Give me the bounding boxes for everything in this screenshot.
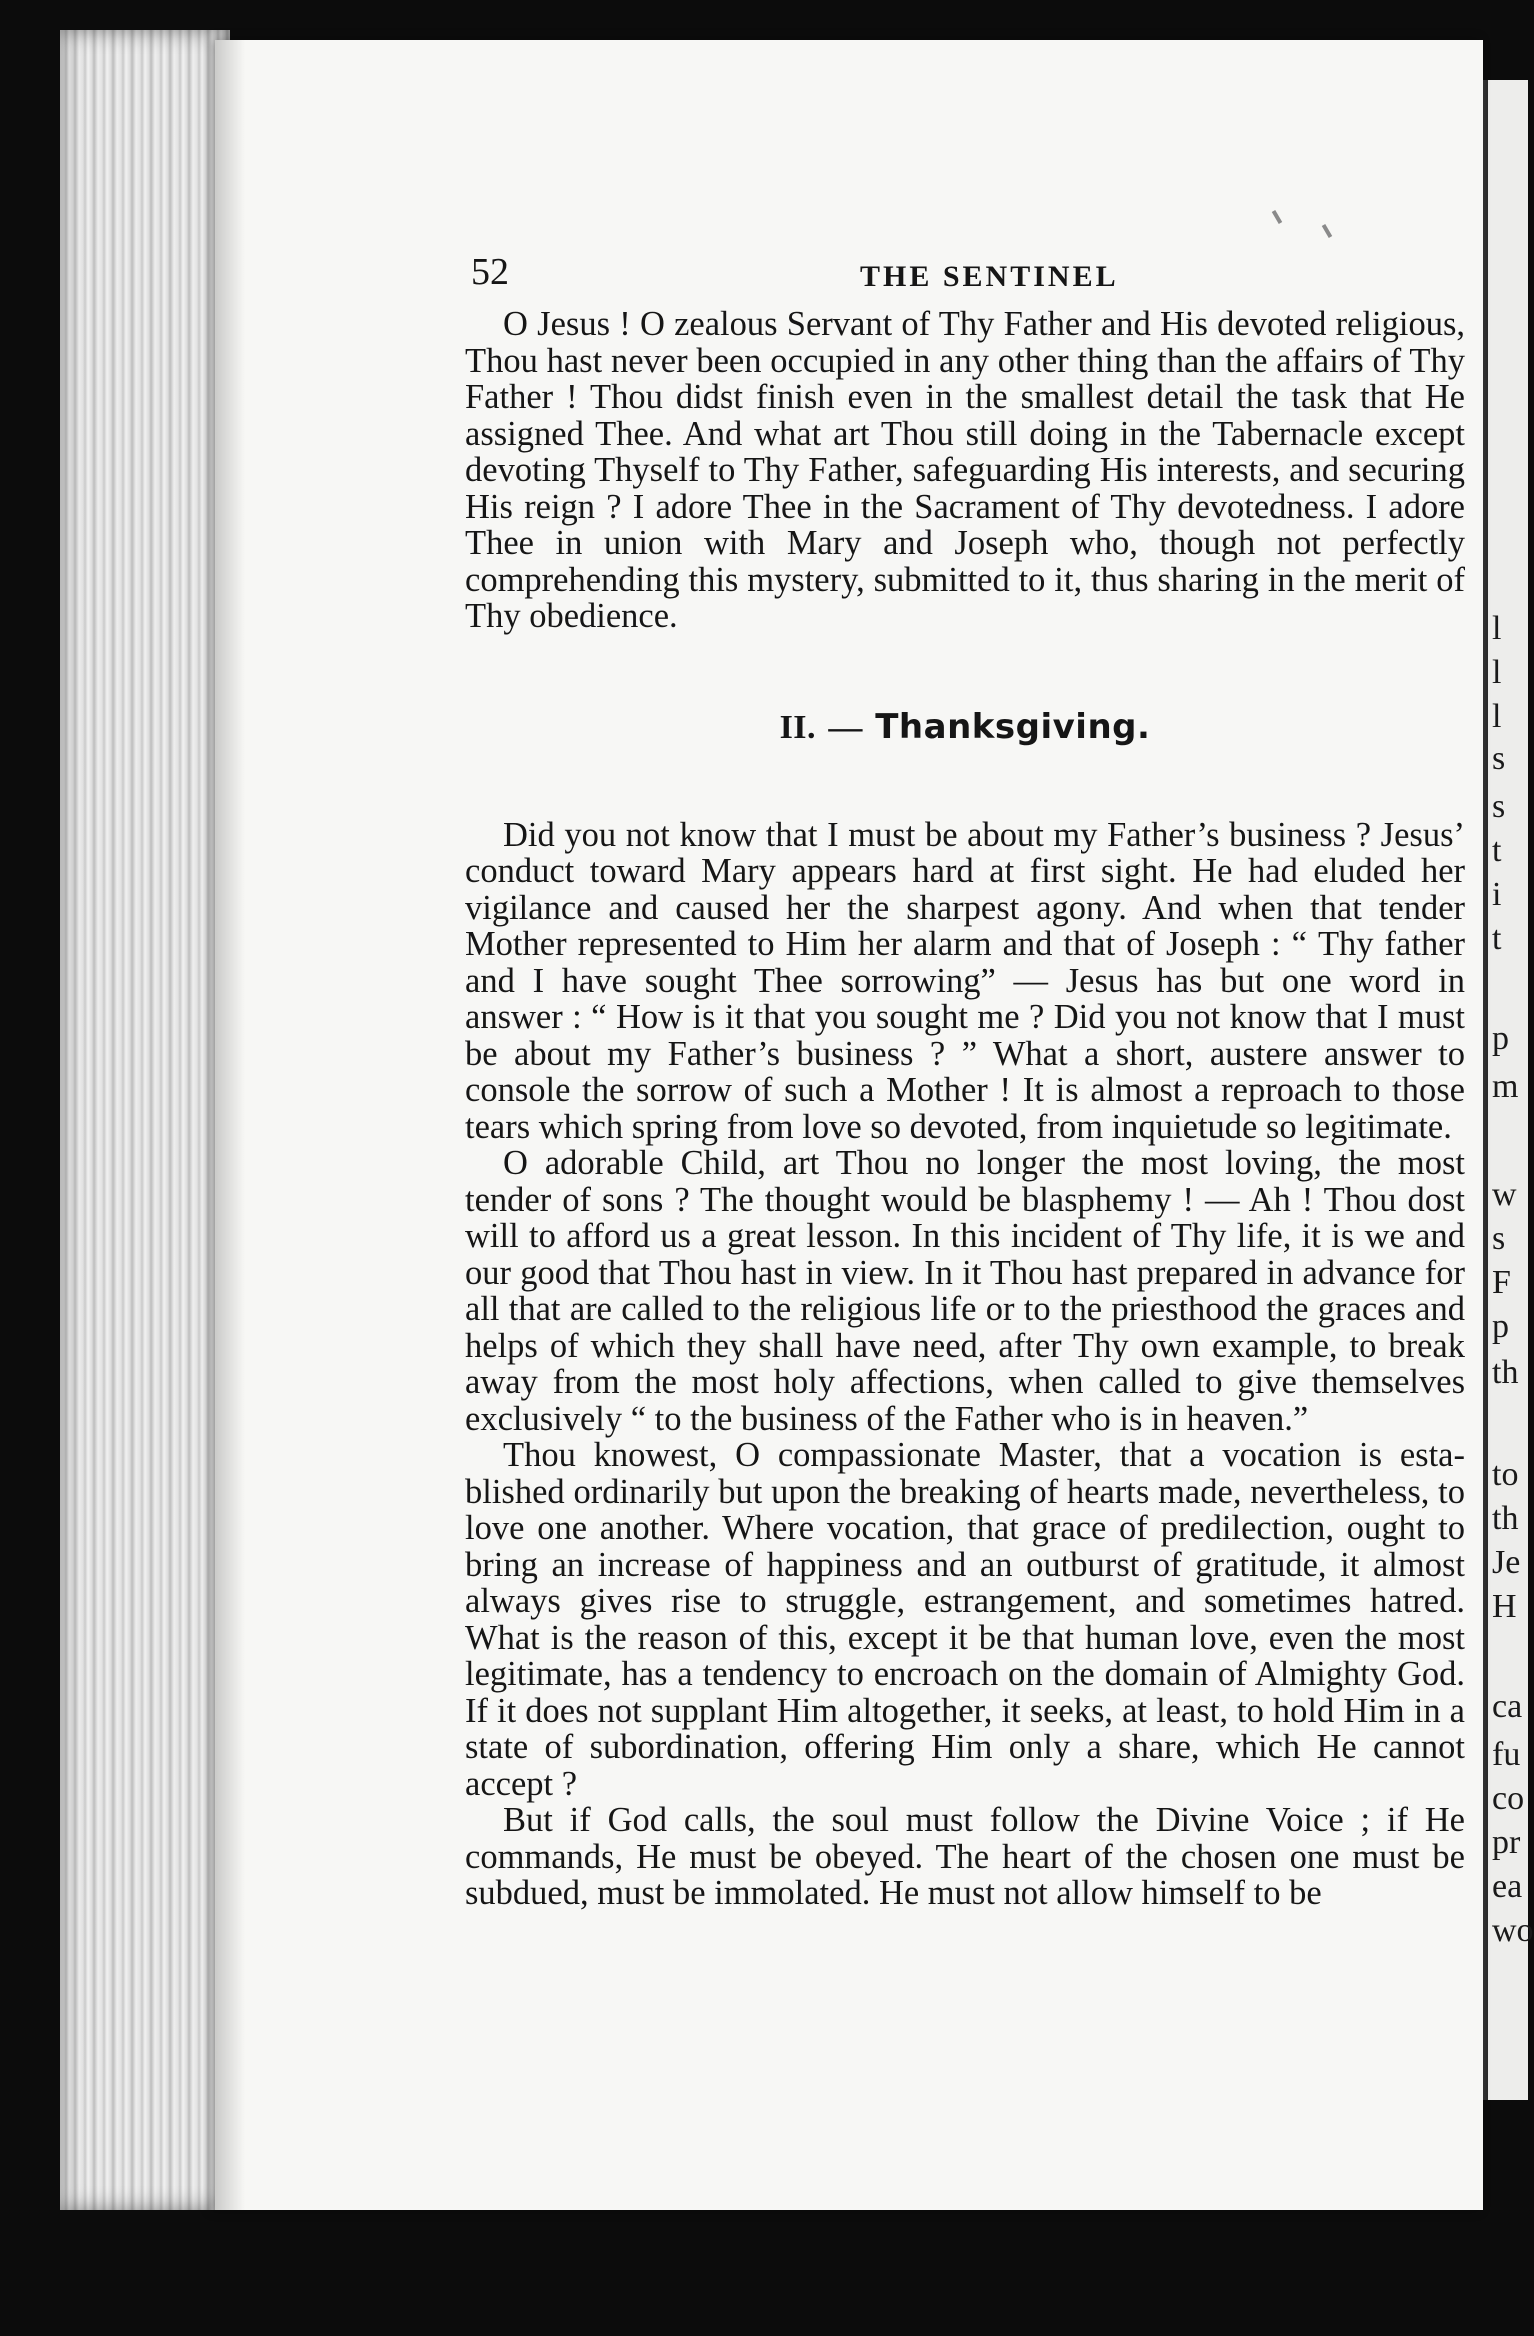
section-dash: — [828, 708, 863, 746]
adjacent-fragment: s [1492, 740, 1506, 777]
adjacent-fragment: th [1492, 1500, 1519, 1537]
adjacent-fragment: t [1492, 920, 1502, 957]
stacked-page-edges [60, 30, 230, 2210]
adjacent-fragment: t [1492, 832, 1502, 869]
page-number: 52 [471, 251, 509, 293]
section-title: Thanksgiving. [875, 706, 1151, 747]
adjacent-fragment: Je [1492, 1544, 1521, 1581]
adjacent-fragment: l [1492, 654, 1502, 691]
adjacent-fragment: th [1492, 1354, 1519, 1391]
body-paragraph: Thou knowest, O compassionate Master, that a vocation is established ordinarily but upon the breaking of hearts made, nevertheless, to love one another. Where vocation, that grace of predilection, ought to bring an increase of happiness and an outburst of gratitude, it almost always gives rise to struggle, estrangement, and sometimes hatred. What is the reason of this, except it be that human love, even the most legitimate, has a tendency to encroach on the domain of Almighty God. If it does not supplant Him altogether, it seeks, at least, to hold Him in a state of subordination, offering Him only a share, which He cannot accept ? [465, 1436, 1465, 1803]
adjacent-fragment: p [1492, 1308, 1509, 1345]
running-title: THE SENTINEL [860, 260, 1119, 293]
adjacent-fragment: to [1492, 1456, 1519, 1493]
body-paragraph: O adorable Child, art Thou no longer the most loving, the most tender of sons ? The thought would be blasphemy ! — Ah ! Thou dost will to afford us a great lesson. In this incident of Thy life, it is we and our good that Thou hast in view. In it Thou hast prepared in advance for all that are called to the religious life or to the priesthood the graces and helps of which they shall have need, after Thy own example, to break away from the most holy affections, when called to give themselves exclusively “ to the business of the Father who is in heaven.” [465, 1144, 1465, 1438]
adjacent-fragment: ca [1492, 1688, 1523, 1725]
body-paragraph: O Jesus ! O zealous Servant of Thy Father and His devoted religious, Thou hast never been occupied in any other thing than the affairs of Thy Father ! Thou didst finish even in the smallest detail the task that He assigned Thee. And what art Thou still doing in the Tabernacle except devoting Thyself to Thy Father, safeguarding His interests, and securing His reign ? I adore Thee in the Sacrament of Thy devotedness. I adore Thee in union with Mary and Joseph who, though not perfectly comprehending this mystery, submitted to it, thus sharing in the merit of Thy obedience. [465, 305, 1465, 635]
page-text-block [465, 250, 1465, 1912]
adjacent-fragment: pr [1492, 1824, 1521, 1861]
scan-speck [1272, 210, 1282, 224]
section-numeral: II. [779, 708, 817, 746]
adjacent-fragment: w [1492, 1176, 1517, 1213]
adjacent-fragment: s [1492, 788, 1506, 825]
adjacent-fragment: l [1492, 610, 1502, 647]
adjacent-fragment: fu [1492, 1736, 1521, 1773]
adjacent-fragment: ea [1492, 1868, 1523, 1905]
adjacent-fragment: m [1492, 1068, 1519, 1105]
adjacent-fragment: p [1492, 1020, 1509, 1057]
adjacent-fragment: l [1492, 698, 1502, 735]
adjacent-fragment: wo [1492, 1912, 1534, 1949]
adjacent-fragment: H [1492, 1588, 1517, 1625]
scan-speck [1322, 224, 1332, 238]
running-header [465, 250, 1465, 300]
adjacent-fragment: F [1492, 1264, 1511, 1301]
body-paragraph: But if God calls, the soul must follow the Divine Voice ; if He commands, He must be obeyed. The heart of the chosen one must be subdued, must be immolated. He must not allow himself to be [465, 1801, 1465, 1912]
adjacent-fragment: i [1492, 876, 1502, 913]
adjacent-fragment: s [1492, 1220, 1506, 1257]
section-heading [465, 707, 1465, 747]
body-paragraph: Did you not know that I must be about my Father’s business ? Jesus’ conduct toward Mary appears hard at first sight. He had eluded her vigilance and caused her the sharpest agony. And when that tender Mother represented to Him her alarm and that of Joseph : “ Thy father and I have sought Thee sorrowing” — Jesus has but one word in answer : “ How is it that you sought me ? Did you not know that I must be about my Father’s business ? ” What a short, austere answer to console the sorrow of such a Mother ! It is almost a reproach to those tears which spring from love so devoted, from inquietude so legitimate. [465, 815, 1465, 1146]
adjacent-fragment: co [1492, 1780, 1525, 1817]
